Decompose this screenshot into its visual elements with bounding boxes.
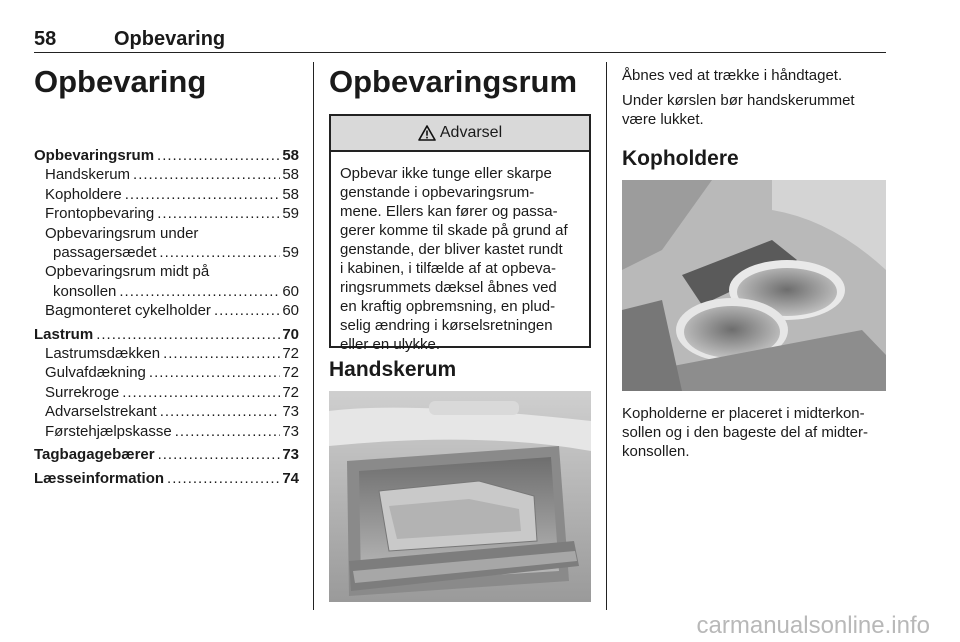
toc-leader-dots [119, 282, 280, 301]
toc-entry-page: 58 [282, 166, 299, 184]
toc-leader-dots [163, 344, 280, 363]
toc-entry-continuation[interactable] [34, 243, 299, 262]
warning-triangle-icon [418, 125, 436, 141]
toc-entry-page: 58 [282, 147, 299, 164]
toc-entry-page: 73 [282, 422, 299, 440]
toc-entry-page: 72 [282, 383, 299, 401]
toc-leader-dots [125, 185, 281, 204]
section-title: Opbevaringsrum [329, 64, 578, 99]
toc-chapter-entry[interactable] [34, 325, 299, 344]
toc-entry-label: Opbevaringsrum [34, 147, 155, 164]
toc-leader-dots [159, 243, 280, 262]
chapter-title: Opbevaring [34, 64, 207, 99]
warning-box [329, 114, 591, 353]
toc-entry-label: Lastrum [34, 325, 94, 343]
toc-entry-label: Kopholdere [45, 185, 122, 203]
glovebox-heading: Handskerum [329, 358, 457, 381]
toc-entry-page: 74 [282, 469, 299, 487]
toc-leader-dots [167, 469, 280, 488]
paragraph-open: Åbnes ved at trække i håndtaget. [622, 67, 843, 84]
toc-leader-dots [157, 204, 280, 223]
toc-entry[interactable] [34, 224, 299, 243]
toc-entry-label: Gulvafdækning [45, 364, 146, 382]
toc-leader-dots [175, 422, 281, 441]
toc-entry-label: Surrekroge [45, 383, 120, 401]
watermark: carmanualsonline.info [696, 612, 930, 639]
toc-entry-page: 60 [282, 282, 299, 300]
toc-entry-page: 58 [282, 185, 299, 203]
toc-entry-continuation[interactable] [34, 282, 299, 301]
toc-entry-label: Læsseinformation [34, 469, 165, 487]
toc-chapter-entry[interactable] [34, 146, 299, 165]
toc-entry-page: 59 [282, 205, 299, 223]
toc-leader-dots [133, 165, 280, 184]
toc-entry[interactable] [34, 344, 299, 363]
toc-entry[interactable] [34, 402, 299, 421]
toc-entry-page: 59 [282, 244, 299, 262]
toc-leader-dots [157, 146, 280, 165]
warning-text: Opbevar ikke tunge eller skarpe genstande i opbevaringsrum- mene. Ellers kan fører og passa- gerer komme til skade på grund af genstande, der bliver kastet rundt i kabinen, i tilfælde af at opbeva- ringsrummets dæksel åbnes ved en kraftig opbremsning, en plud- selig ændring i kørselsretningen eller en ulykke. [340, 165, 568, 353]
toc-entry-label: Opbevaringsrum midt på [45, 263, 210, 281]
toc-leader-dots [160, 402, 281, 421]
column-divider-left [313, 62, 314, 610]
glovebox-photo [329, 391, 591, 602]
warning-title: Advarsel [439, 124, 503, 141]
toc-entry-label: Frontopbevaring [45, 205, 155, 223]
paragraph-closed: Under kørslen bør handskerummet være lukket. [622, 92, 855, 128]
page-number: 58 [34, 28, 57, 50]
page-header [34, 28, 886, 53]
toc-entry[interactable] [34, 165, 299, 184]
cupholder-photo [622, 180, 886, 391]
toc-entry[interactable] [34, 185, 299, 204]
toc-entry[interactable] [34, 422, 299, 441]
paragraph-cupholders: Kopholderne er placeret i midterkon- sollen og i den bageste del af midter- konsollen. [622, 405, 868, 460]
toc-entry[interactable] [34, 301, 299, 320]
toc-entry[interactable] [34, 262, 299, 281]
toc-entry-label: Opbevaringsrum under [45, 224, 199, 242]
toc-leader-dots [149, 363, 280, 382]
toc-leader-dots [214, 301, 280, 320]
toc-entry-page: 72 [282, 345, 299, 363]
toc-entry-page: 73 [282, 403, 299, 421]
toc-leader-dots [96, 325, 280, 344]
toc-entry[interactable] [34, 383, 299, 402]
toc-entry-label-wrap: passagersædet [53, 244, 157, 262]
toc-entry-label: Førstehjælpskasse [45, 422, 172, 440]
column-divider-right [606, 62, 607, 610]
toc-entry-page: 73 [282, 446, 299, 464]
toc-entry-label: Bagmonteret cykelholder [45, 302, 211, 320]
running-title: Opbevaring [114, 28, 226, 50]
toc-entry-label: Advarselstrekant [45, 403, 157, 421]
toc-entry-label: Tagbagagebærer [34, 446, 155, 464]
toc-entry-page: 72 [282, 364, 299, 382]
toc-entry-label-wrap: konsollen [53, 282, 117, 300]
toc-entry[interactable] [34, 204, 299, 223]
cupholders-heading: Kopholdere [622, 147, 739, 170]
toc-leader-dots [122, 383, 280, 402]
toc-entry[interactable] [34, 363, 299, 382]
toc-entry-page: 70 [282, 325, 299, 343]
toc-leader-dots [158, 445, 281, 464]
toc-chapter-entry[interactable] [34, 469, 299, 488]
toc-chapter-entry[interactable] [34, 445, 299, 464]
toc-entry-label: Handskerum [45, 166, 131, 184]
warning-header [331, 116, 589, 152]
toc-entry-label: Lastrumsdækken [45, 345, 161, 363]
table-of-contents [34, 146, 299, 488]
toc-entry-page: 60 [282, 302, 299, 320]
